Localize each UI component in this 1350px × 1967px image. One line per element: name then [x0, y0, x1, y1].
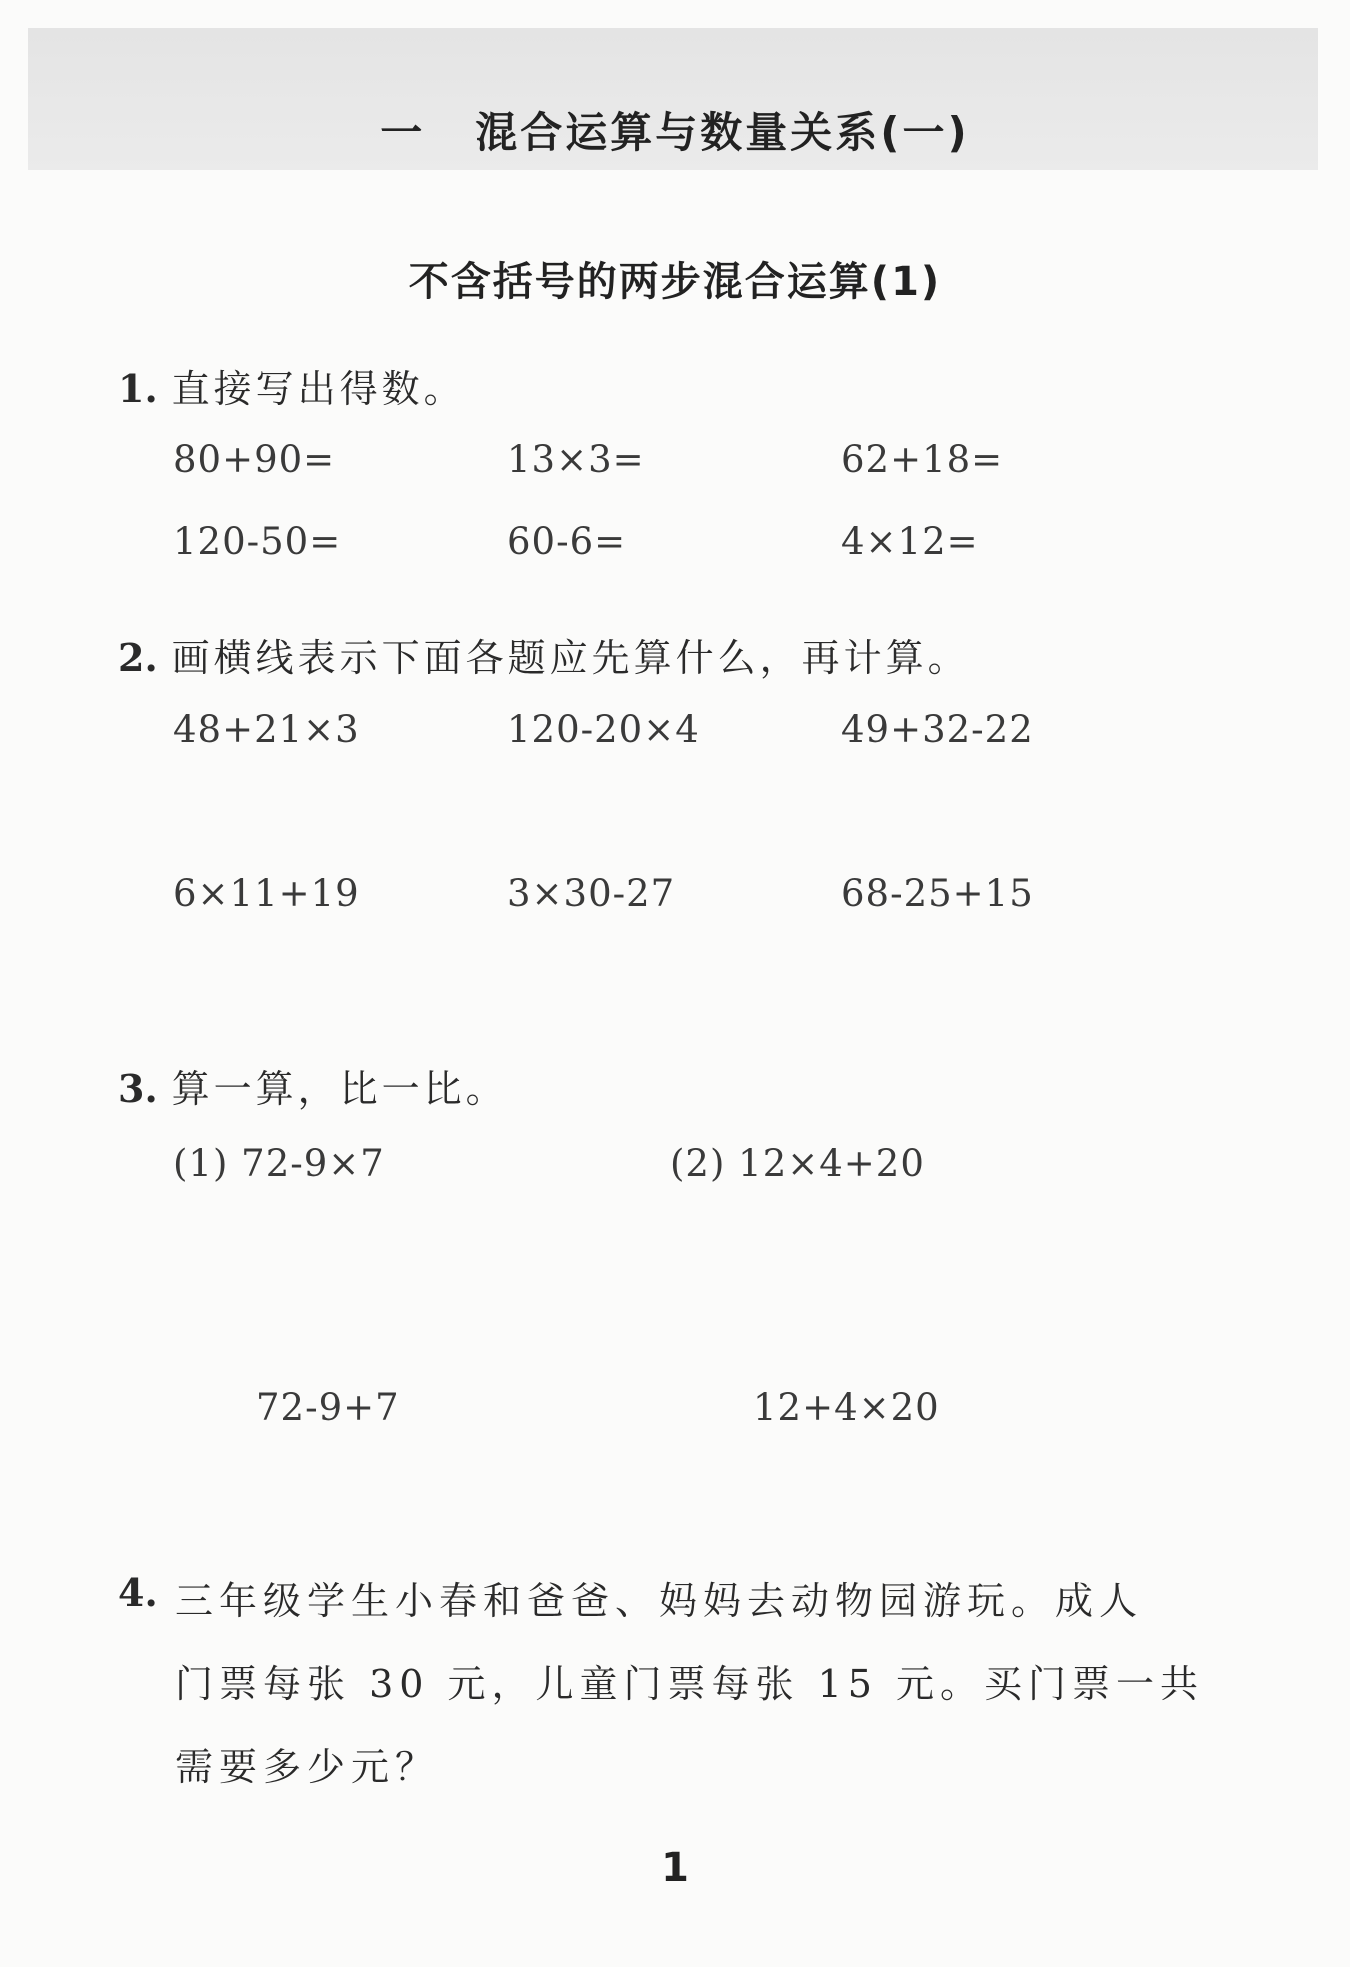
- page-number: 1: [661, 1845, 689, 1891]
- q2-item: 6×11+19: [173, 872, 360, 915]
- question-3-number: 3.: [118, 1066, 158, 1111]
- question-2-number: 2.: [118, 635, 158, 680]
- q1-item: 60-6=: [507, 520, 627, 563]
- q2-item: 3×30-27: [507, 872, 676, 915]
- question-4-line: 门票每张 30 元，儿童门票每张 15 元。买门票一共: [175, 1662, 1205, 1706]
- question-4-number: 4.: [118, 1570, 158, 1615]
- unit-number: 一: [380, 108, 426, 157]
- unit-title-text: 混合运算与数量关系(一): [475, 108, 970, 157]
- q1-item: 13×3=: [507, 438, 645, 481]
- question-4-line: 需要多少元？: [175, 1745, 440, 1789]
- question-2-prompt: 画横线表示下面各题应先算什么，再计算。: [171, 636, 970, 680]
- q3-item: (2) 12×4+20: [670, 1142, 925, 1185]
- question-4-line: 三年级学生小春和爸爸、妈妈去动物园游玩。成人: [175, 1579, 1144, 1623]
- question-3-label: [118, 1058, 508, 1113]
- q2-item: 49+32-22: [841, 708, 1034, 751]
- question-1-number: 1.: [118, 366, 158, 411]
- q3-item: (1) 72-9×7: [173, 1142, 385, 1185]
- q2-item: 48+21×3: [173, 708, 360, 751]
- q1-item: 80+90=: [173, 438, 336, 481]
- unit-title: [0, 100, 1350, 160]
- q2-item: 120-20×4: [507, 708, 700, 751]
- question-1-prompt: 直接写出得数。: [171, 367, 466, 411]
- question-1-label: [118, 358, 466, 413]
- question-2-label: [118, 627, 970, 682]
- question-3-prompt: 算一算，比一比。: [171, 1067, 508, 1111]
- q1-item: 4×12=: [841, 520, 979, 563]
- lesson-title: 不含括号的两步混合运算(1): [408, 259, 942, 305]
- q3-item: 72-9+7: [256, 1386, 400, 1429]
- q1-item: 62+18=: [841, 438, 1004, 481]
- q2-item: 68-25+15: [841, 872, 1034, 915]
- q1-item: 120-50=: [173, 520, 342, 563]
- q3-item: 12+4×20: [753, 1386, 940, 1429]
- question-4-label: [118, 1570, 172, 1615]
